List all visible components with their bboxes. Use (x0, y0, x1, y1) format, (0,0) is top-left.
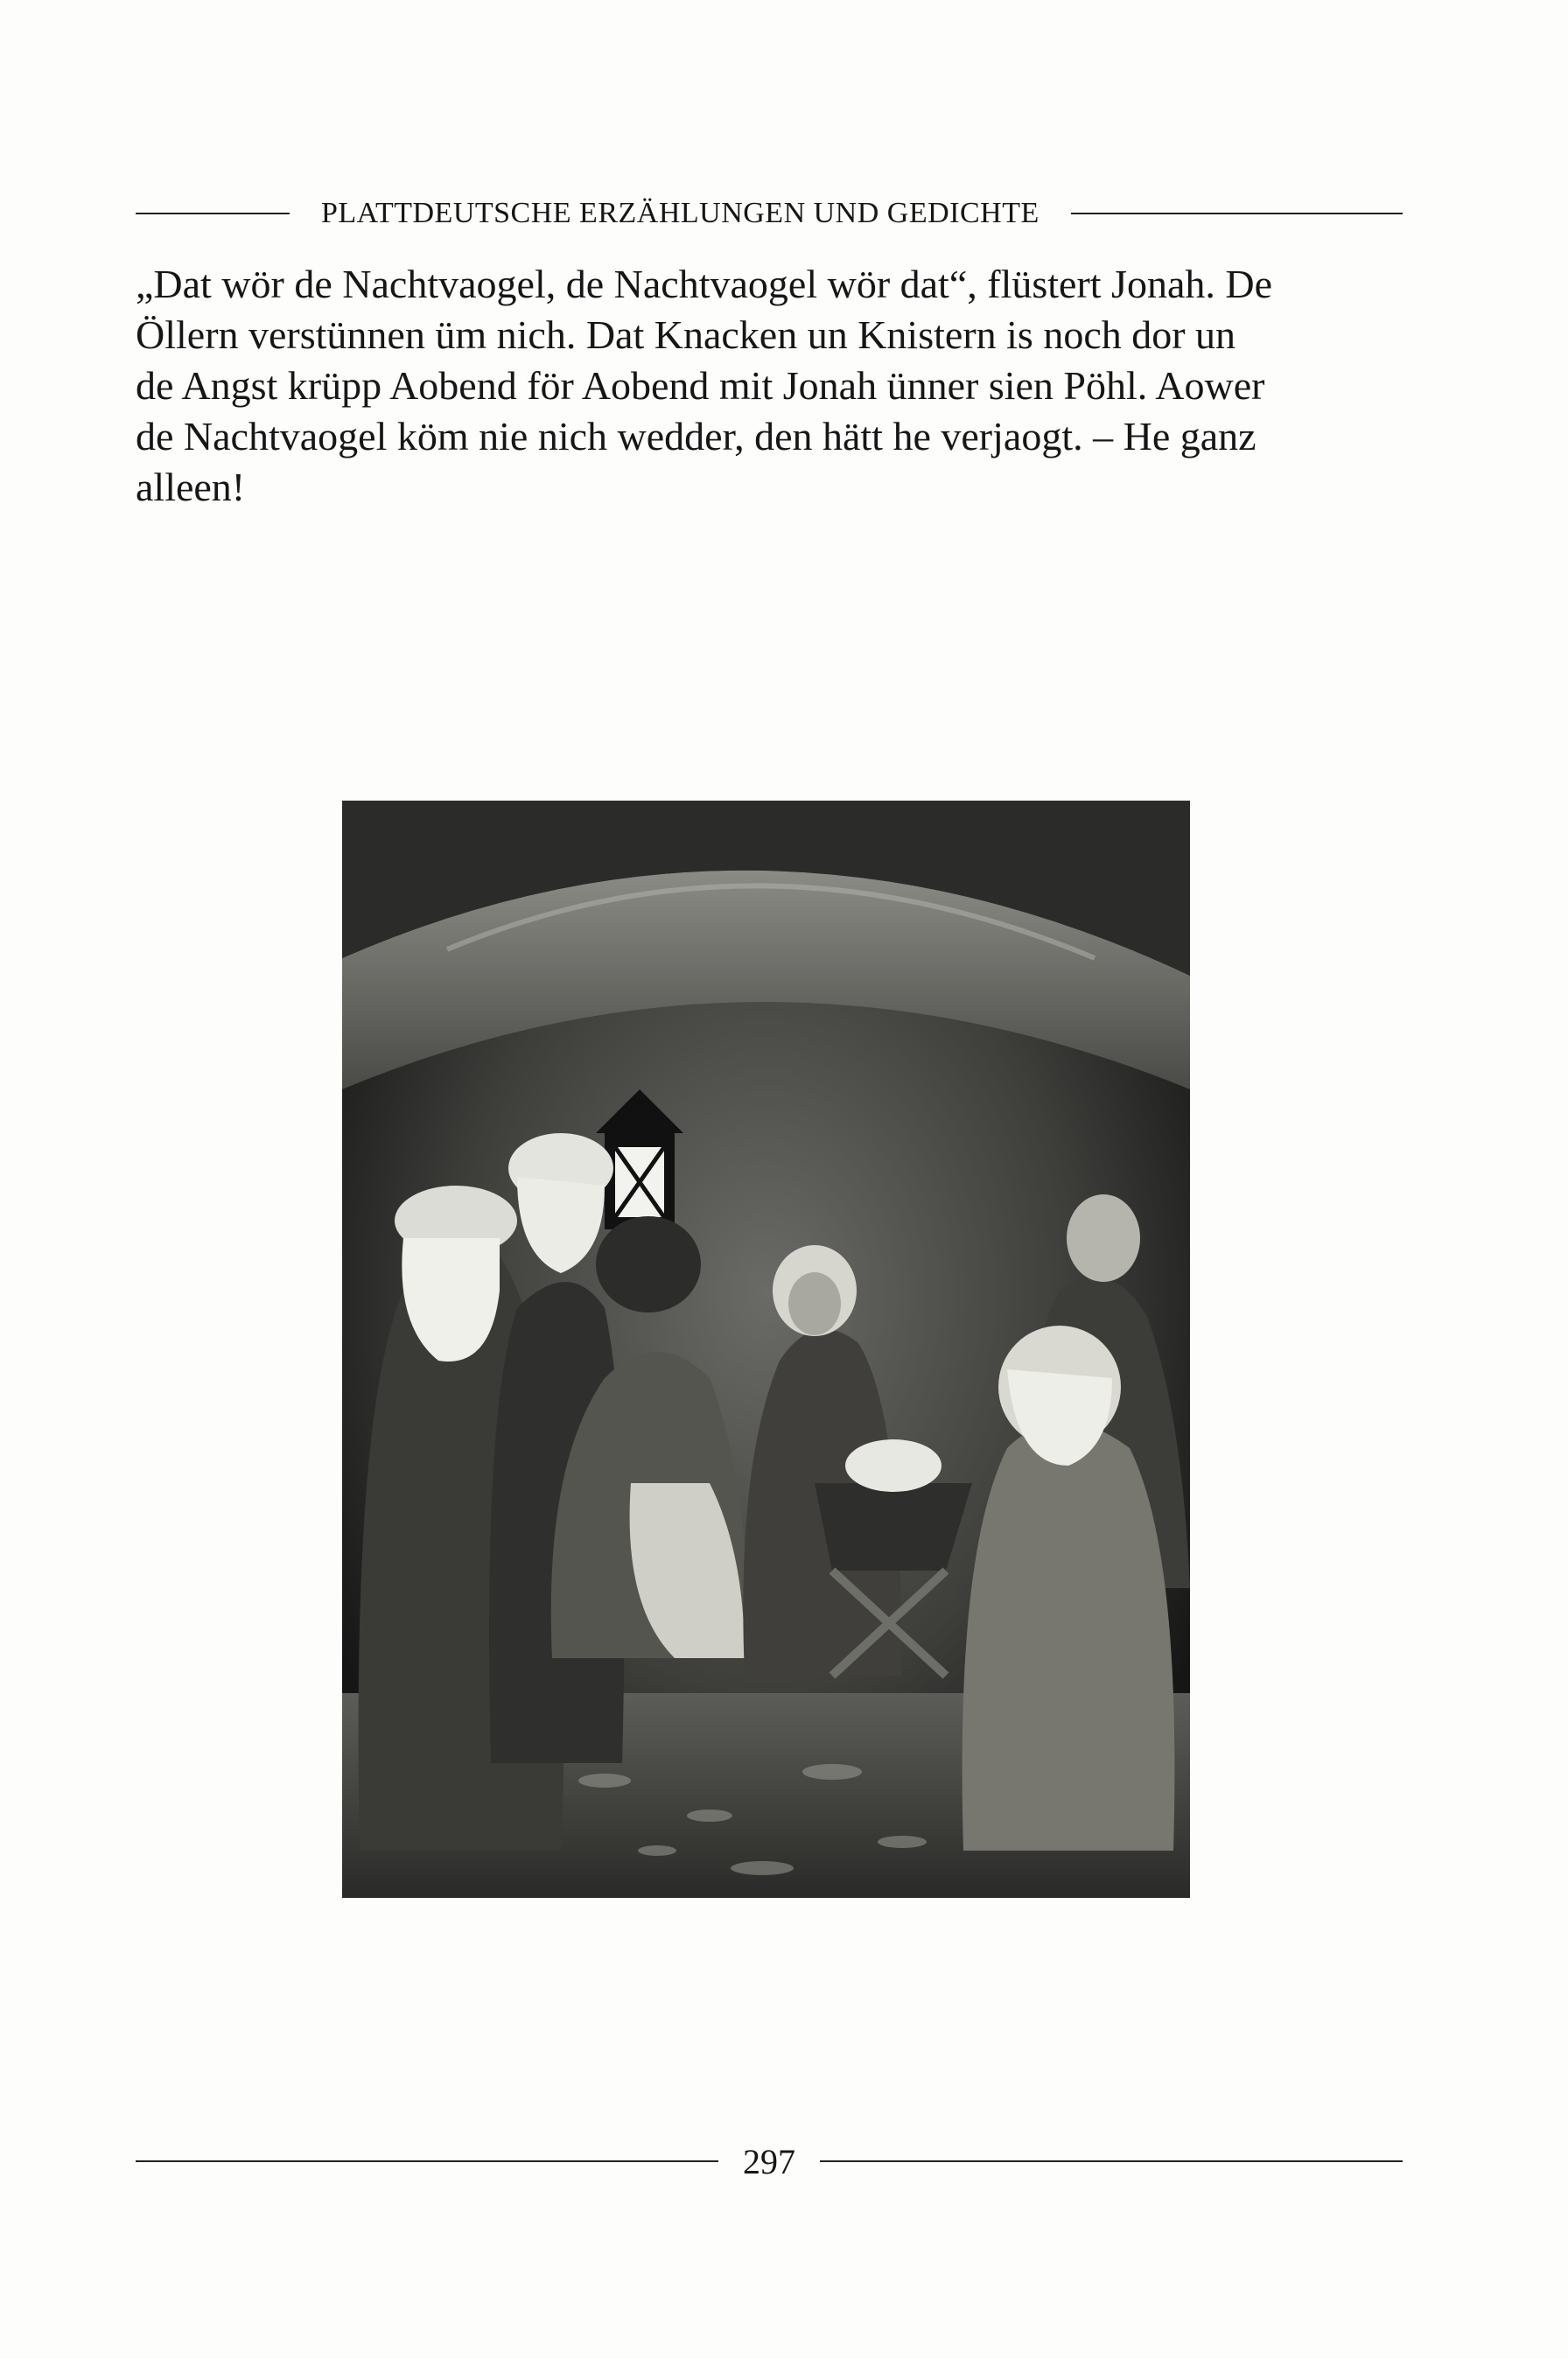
running-header (136, 187, 1403, 240)
text-line: alleen! (136, 465, 246, 509)
page-number: 297 (743, 2141, 795, 2181)
page-footer (136, 2135, 1403, 2188)
footer-rule-left (136, 2160, 718, 2162)
running-header-title: PLATTDEUTSCHE ERZÄHLUNGEN UND GEDICHTE (321, 197, 1040, 229)
header-rule-right (1071, 213, 1403, 214)
nativity-scene-illustration (342, 801, 1190, 1898)
footer-rule-right (820, 2160, 1403, 2162)
text-line: de Nachtvaogel köm nie nich wedder, den hätt he verjaogt. – He ganz (136, 414, 1256, 458)
header-rule-left (136, 213, 290, 214)
text-line: „Dat wör de Nachtvaogel, de Nachtvaogel wör dat“, flüstert Jonah. De (136, 262, 1273, 306)
text-line: Öllern verstünnen üm nich. Dat Knacken un Knistern is noch dor un (136, 312, 1236, 357)
body-paragraph (136, 259, 1404, 513)
text-line: de Angst krüpp Aobend för Aobend mit Jonah ünner sien Pöhl. Aower (136, 363, 1265, 408)
nativity-scene-photo (342, 801, 1190, 1898)
